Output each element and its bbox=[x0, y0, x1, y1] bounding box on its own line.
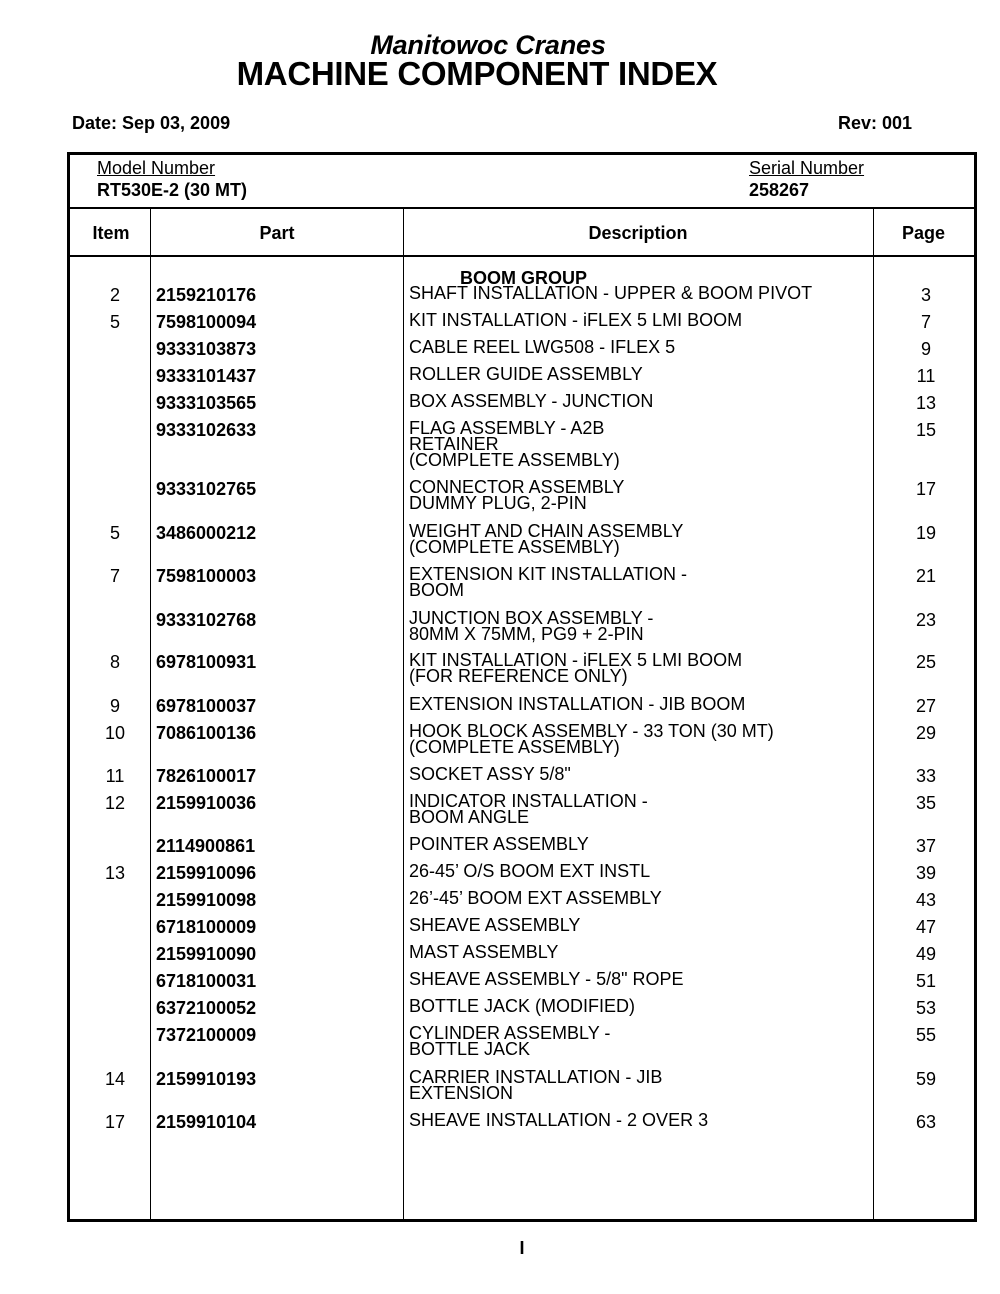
table-row bbox=[70, 836, 974, 856]
row-description-line: CYLINDER ASSEMBLY - bbox=[409, 1023, 611, 1043]
row-page: 37 bbox=[915, 836, 937, 856]
row-part-number: 6978100931 bbox=[156, 652, 257, 672]
row-page: 13 bbox=[915, 393, 937, 413]
row-description-line: (FOR REFERENCE ONLY) bbox=[409, 666, 628, 686]
table-row bbox=[70, 564, 974, 600]
row-page: 33 bbox=[915, 766, 937, 786]
row-page: 35 bbox=[915, 793, 937, 813]
row-description bbox=[409, 696, 869, 712]
table-row bbox=[70, 393, 974, 413]
row-page: 15 bbox=[915, 420, 937, 440]
row-page: 53 bbox=[915, 998, 937, 1018]
row-description-line: SHEAVE INSTALLATION - 2 OVER 3 bbox=[409, 1110, 709, 1130]
row-page: 7 bbox=[920, 312, 931, 332]
row-part-number: 6718100031 bbox=[156, 971, 257, 991]
table-row bbox=[70, 608, 974, 644]
header-item: Item bbox=[92, 223, 130, 243]
row-item: 11 bbox=[105, 766, 125, 786]
row-description bbox=[409, 1112, 869, 1128]
row-item: 2 bbox=[109, 285, 120, 305]
table-row bbox=[70, 696, 974, 716]
table-row bbox=[70, 1112, 974, 1132]
row-item: 8 bbox=[109, 652, 120, 672]
table-row bbox=[70, 863, 974, 883]
header-page: Page bbox=[901, 223, 946, 243]
row-description-line: 80MM X 75MM, PG9 + 2-PIN bbox=[409, 624, 644, 644]
row-description bbox=[409, 1069, 869, 1101]
table-row bbox=[70, 1067, 974, 1103]
row-part-number: 9333103873 bbox=[156, 339, 257, 359]
table-row bbox=[70, 521, 974, 557]
row-description bbox=[409, 523, 869, 555]
row-part-number: 9333102765 bbox=[156, 479, 257, 499]
row-part-number: 2159910104 bbox=[156, 1112, 257, 1132]
row-description-line: BOX ASSEMBLY - JUNCTION bbox=[409, 391, 654, 411]
row-page: 51 bbox=[915, 971, 937, 991]
row-description-line: EXTENSION INSTALLATION - JIB BOOM bbox=[409, 694, 746, 714]
row-description bbox=[409, 393, 869, 409]
row-part-number: 7598100003 bbox=[156, 566, 257, 586]
row-page: 47 bbox=[915, 917, 937, 937]
row-description-line: DUMMY PLUG, 2-PIN bbox=[409, 493, 587, 513]
header-description: Description bbox=[588, 223, 688, 243]
row-item: 5 bbox=[109, 523, 120, 543]
document-title: MACHINE COMPONENT INDEX bbox=[236, 55, 718, 92]
row-description-line: SHAFT INSTALLATION - UPPER & BOOM PIVOT bbox=[409, 283, 813, 303]
row-part-number: 2159910090 bbox=[156, 944, 257, 964]
page-number: I bbox=[519, 1238, 525, 1258]
row-part-number: 9333103565 bbox=[156, 393, 257, 413]
table-row bbox=[70, 791, 974, 827]
row-part-number: 2159210176 bbox=[156, 285, 257, 305]
row-description-line: KIT INSTALLATION - iFLEX 5 LMI BOOM bbox=[409, 650, 743, 670]
table-row bbox=[70, 721, 974, 757]
row-description bbox=[409, 836, 869, 852]
row-page: 49 bbox=[915, 944, 937, 964]
row-page: 39 bbox=[915, 863, 937, 883]
row-page: 55 bbox=[915, 1025, 937, 1045]
table-row bbox=[70, 944, 974, 964]
row-description bbox=[409, 863, 869, 879]
row-item: 10 bbox=[104, 723, 126, 743]
row-page: 9 bbox=[920, 339, 931, 359]
row-item: 14 bbox=[104, 1069, 126, 1089]
row-part-number: 7086100136 bbox=[156, 723, 257, 743]
row-page: 23 bbox=[915, 610, 937, 630]
row-description-line: SOCKET ASSY 5/8" bbox=[409, 764, 571, 784]
row-description-line: ROLLER GUIDE ASSEMBLY bbox=[409, 364, 643, 384]
row-description-line: KIT INSTALLATION - iFLEX 5 LMI BOOM bbox=[409, 310, 743, 330]
row-description-line: BOOM bbox=[409, 580, 465, 600]
header-part: Part bbox=[259, 223, 295, 243]
row-description bbox=[409, 652, 869, 684]
table-row bbox=[70, 366, 974, 386]
row-item: 9 bbox=[109, 696, 120, 716]
row-page: 3 bbox=[920, 285, 931, 305]
row-description-line: INDICATOR INSTALLATION - bbox=[409, 791, 648, 811]
row-description-line: 26-45’ O/S BOOM EXT INSTL bbox=[409, 861, 651, 881]
row-part-number: 9333101437 bbox=[156, 366, 257, 386]
row-page: 21 bbox=[915, 566, 937, 586]
row-part-number: 2159910098 bbox=[156, 890, 257, 910]
component-index-table bbox=[67, 152, 977, 1222]
row-page: 59 bbox=[915, 1069, 937, 1089]
row-item: 7 bbox=[109, 566, 120, 586]
row-description-line: BOTTLE JACK bbox=[409, 1039, 531, 1059]
row-description-line: EXTENSION KIT INSTALLATION - bbox=[409, 564, 688, 584]
table-row bbox=[70, 998, 974, 1018]
row-part-number: 7826100017 bbox=[156, 766, 257, 786]
row-description-line: BOOM ANGLE bbox=[409, 807, 530, 827]
row-description bbox=[409, 566, 869, 598]
row-description-line: (COMPLETE ASSEMBLY) bbox=[409, 737, 620, 757]
row-part-number: 7372100009 bbox=[156, 1025, 257, 1045]
row-part-number: 2159910193 bbox=[156, 1069, 257, 1089]
group-title: BOOM GROUP bbox=[460, 268, 588, 288]
row-page: 27 bbox=[915, 696, 937, 716]
row-description-line: HOOK BLOCK ASSEMBLY - 33 TON (30 MT) bbox=[409, 721, 774, 741]
row-description bbox=[409, 890, 869, 906]
row-page: 11 bbox=[916, 366, 936, 386]
serial-number-value: 258267 bbox=[749, 180, 810, 200]
row-item: 12 bbox=[104, 793, 126, 813]
table-row bbox=[70, 312, 974, 332]
table-row bbox=[70, 650, 974, 686]
row-description bbox=[409, 366, 869, 382]
row-description-line: 26’-45’ BOOM EXT ASSEMBLY bbox=[409, 888, 662, 908]
row-page: 19 bbox=[915, 523, 937, 543]
table-row bbox=[70, 285, 974, 305]
row-page: 63 bbox=[915, 1112, 937, 1132]
row-part-number: 3486000212 bbox=[156, 523, 257, 543]
row-part-number: 2114900861 bbox=[156, 836, 256, 856]
row-description bbox=[409, 766, 869, 782]
row-part-number: 6718100009 bbox=[156, 917, 257, 937]
row-item: 5 bbox=[109, 312, 120, 332]
row-item: 17 bbox=[104, 1112, 126, 1132]
row-description-line: SHEAVE ASSEMBLY bbox=[409, 915, 581, 935]
row-description-line: EXTENSION bbox=[409, 1083, 514, 1103]
row-part-number: 9333102633 bbox=[156, 420, 257, 440]
row-part-number: 7598100094 bbox=[156, 312, 257, 332]
serial-number-label: Serial Number bbox=[749, 158, 865, 178]
document-date: Date: Sep 03, 2009 bbox=[72, 113, 231, 133]
row-description-line: BOTTLE JACK (MODIFIED) bbox=[409, 996, 636, 1016]
row-description-line: POINTER ASSEMBLY bbox=[409, 834, 589, 854]
row-description bbox=[409, 285, 869, 301]
model-number-value: RT530E-2 (30 MT) bbox=[97, 180, 248, 200]
row-part-number: 6372100052 bbox=[156, 998, 257, 1018]
row-description bbox=[409, 339, 869, 355]
row-description bbox=[409, 1025, 869, 1057]
row-description-line: CABLE REEL LWG508 - IFLEX 5 bbox=[409, 337, 676, 357]
row-description-line: FLAG ASSEMBLY - A2B bbox=[409, 418, 605, 438]
row-description bbox=[409, 944, 869, 960]
row-part-number: 9333102768 bbox=[156, 610, 257, 630]
row-description bbox=[409, 610, 869, 642]
row-description-line: JUNCTION BOX ASSEMBLY - bbox=[409, 608, 654, 628]
divider-info bbox=[70, 207, 974, 209]
table-row bbox=[70, 477, 974, 513]
row-description-line: WEIGHT AND CHAIN ASSEMBLY bbox=[409, 521, 684, 541]
model-number-label: Model Number bbox=[97, 158, 216, 178]
table-row bbox=[70, 418, 974, 470]
table-row bbox=[70, 1023, 974, 1059]
row-page: 29 bbox=[915, 723, 937, 743]
row-description bbox=[409, 793, 869, 825]
row-item: 13 bbox=[104, 863, 126, 883]
row-description-line: (COMPLETE ASSEMBLY) bbox=[409, 450, 620, 470]
row-description bbox=[409, 420, 869, 468]
row-page: 25 bbox=[915, 652, 937, 672]
row-description-line: CARRIER INSTALLATION - JIB bbox=[409, 1067, 663, 1087]
table-row bbox=[70, 971, 974, 991]
row-part-number: 2159910096 bbox=[156, 863, 257, 883]
row-page: 43 bbox=[915, 890, 937, 910]
row-description-line: MAST ASSEMBLY bbox=[409, 942, 559, 962]
table-row bbox=[70, 917, 974, 937]
document-revision: Rev: 001 bbox=[838, 113, 913, 133]
row-description bbox=[409, 479, 869, 511]
divider-header bbox=[70, 255, 974, 257]
row-description-line: CONNECTOR ASSEMBLY bbox=[409, 477, 625, 497]
row-description-line: SHEAVE ASSEMBLY - 5/8" ROPE bbox=[409, 969, 684, 989]
row-part-number: 2159910036 bbox=[156, 793, 257, 813]
row-page: 17 bbox=[915, 479, 937, 499]
row-description bbox=[409, 917, 869, 933]
table-row bbox=[70, 339, 974, 359]
row-description-line: RETAINER bbox=[409, 434, 499, 454]
row-part-number: 6978100037 bbox=[156, 696, 257, 716]
row-description-line: (COMPLETE ASSEMBLY) bbox=[409, 537, 620, 557]
row-description bbox=[409, 971, 869, 987]
row-description bbox=[409, 998, 869, 1014]
company-name: Manitowoc Cranes bbox=[370, 30, 606, 60]
row-description bbox=[409, 723, 869, 755]
table-row bbox=[70, 890, 974, 910]
row-description bbox=[409, 312, 869, 328]
table-row bbox=[70, 766, 974, 786]
